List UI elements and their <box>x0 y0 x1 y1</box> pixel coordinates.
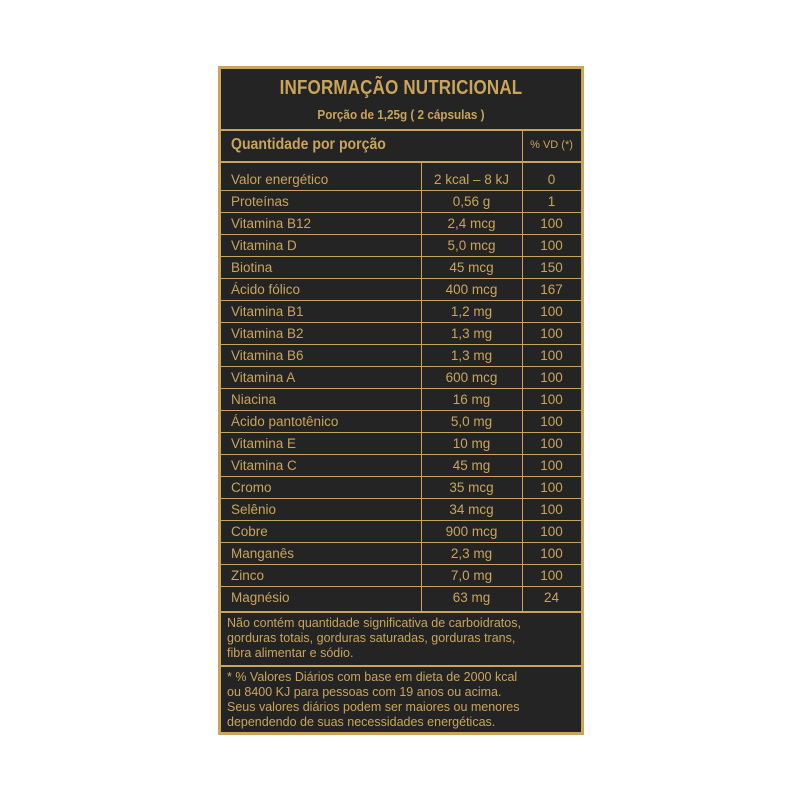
note-line: fibra alimentar e sódio. <box>227 646 354 660</box>
nutrient-row <box>221 565 581 587</box>
nutrient-vd: 100 <box>540 370 563 385</box>
serving-size: Porção de 1,25g ( 2 cápsulas ) <box>317 107 485 122</box>
divider-header <box>221 161 581 163</box>
nutrient-quantity: 600 mcg <box>445 370 498 385</box>
nutrient-vd: 100 <box>540 502 563 517</box>
nutrient-vd: 167 <box>540 282 563 297</box>
nutrient-row <box>221 477 581 499</box>
nutrient-row <box>221 411 581 433</box>
nutrient-quantity: 0,56 g <box>452 194 491 209</box>
nutrient-row <box>221 455 581 477</box>
nutrient-row <box>221 433 581 455</box>
nutrient-quantity: 2,3 mg <box>450 546 493 561</box>
nutrient-name: Ácido pantotênico <box>231 414 339 429</box>
nutrient-quantity: 1,3 mg <box>450 326 493 341</box>
note-line: Seus valores diários podem ser maiores ou menores <box>227 700 520 714</box>
nutrient-quantity: 5,0 mcg <box>447 238 496 253</box>
nutrient-quantity: 7,0 mg <box>450 568 493 583</box>
nutrient-vd: 100 <box>540 392 563 407</box>
nutrient-name: Vitamina D <box>231 238 297 253</box>
nutrient-quantity: 16 mg <box>452 392 491 407</box>
nutrient-name: Magnésio <box>231 590 290 605</box>
nutrient-row <box>221 301 581 323</box>
nutrient-quantity: 900 mcg <box>445 524 498 539</box>
nutrient-row <box>221 191 581 213</box>
nutrient-vd: 100 <box>540 348 563 363</box>
nutrient-quantity: 1,3 mg <box>450 348 493 363</box>
nutrient-quantity: 1,2 mg <box>450 304 493 319</box>
divider-notes <box>221 611 581 613</box>
nutrient-quantity: 10 mg <box>452 436 491 451</box>
nutrient-vd: 150 <box>540 260 563 275</box>
nutrient-row <box>221 323 581 345</box>
column-divider-vd <box>522 162 523 611</box>
nutrient-row <box>221 279 581 301</box>
nutrient-row <box>221 169 581 191</box>
nutrient-name: Vitamina B2 <box>231 326 304 341</box>
nutrient-name: Vitamina C <box>231 458 297 473</box>
nutrient-quantity: 63 mg <box>452 590 491 605</box>
nutrient-vd: 100 <box>540 326 563 341</box>
nutrient-vd: 100 <box>540 216 563 231</box>
nutrient-quantity: 34 mcg <box>449 502 494 517</box>
header-quantity: Quantidade por porção <box>231 136 386 153</box>
nutrient-vd: 0 <box>547 172 556 187</box>
nutrient-row <box>221 257 581 279</box>
nutrient-vd: 100 <box>540 436 563 451</box>
nutrient-name: Vitamina B12 <box>231 216 312 231</box>
nutrient-row <box>221 235 581 257</box>
note-nonsignificant <box>227 616 573 661</box>
nutrient-name: Ácido fólico <box>231 282 301 297</box>
note-line: gorduras totais, gorduras saturadas, gorduras trans, <box>227 631 516 645</box>
nutrient-quantity: 35 mcg <box>449 480 494 495</box>
note-line: * % Valores Diários com base em dieta de 2000 kcal <box>227 670 518 684</box>
note-line: ou 8400 KJ para pessoas com 19 anos ou acima. <box>227 685 502 699</box>
nutrient-vd: 100 <box>540 304 563 319</box>
nutrient-row <box>221 213 581 235</box>
header-vd: % VD (*) <box>530 139 573 151</box>
nutrient-vd: 100 <box>540 414 563 429</box>
nutrient-name: Selênio <box>231 502 277 517</box>
nutrient-vd: 1 <box>547 194 556 209</box>
nutrient-vd: 100 <box>540 458 563 473</box>
nutrient-vd: 24 <box>543 590 560 605</box>
nutrient-row <box>221 345 581 367</box>
header-divider <box>522 130 523 161</box>
nutrient-name: Vitamina B6 <box>231 348 304 363</box>
nutrient-vd: 100 <box>540 568 563 583</box>
column-divider-quantity <box>421 162 422 611</box>
nutrient-vd: 100 <box>540 238 563 253</box>
nutrient-name: Proteínas <box>231 194 289 209</box>
nutrient-quantity: 2 kcal – 8 kJ <box>433 172 510 187</box>
nutrient-vd: 100 <box>540 524 563 539</box>
nutrition-facts-label <box>218 66 584 735</box>
nutrient-quantity: 5,0 mg <box>450 414 493 429</box>
nutrient-name: Cromo <box>231 480 272 495</box>
nutrient-name: Vitamina A <box>231 370 296 385</box>
nutrient-row <box>221 499 581 521</box>
nutrient-name: Niacina <box>231 392 277 407</box>
nutrient-vd: 100 <box>540 480 563 495</box>
nutrient-row <box>221 389 581 411</box>
note-line: dependendo de suas necessidades energéticas. <box>227 715 496 729</box>
nutrient-row <box>221 367 581 389</box>
nutrient-name: Manganês <box>231 546 295 561</box>
nutrient-name: Biotina <box>231 260 273 275</box>
divider-top <box>221 129 581 131</box>
nutrient-quantity: 400 mcg <box>445 282 498 297</box>
label-title: INFORMAÇÃO NUTRICIONAL <box>279 77 523 99</box>
note-daily-values <box>227 670 573 730</box>
nutrient-name: Zinco <box>231 568 265 583</box>
nutrient-name: Vitamina E <box>231 436 297 451</box>
nutrient-name: Vitamina B1 <box>231 304 304 319</box>
nutrient-name: Cobre <box>231 524 268 539</box>
nutrient-quantity: 45 mg <box>452 458 491 473</box>
nutrient-quantity: 45 mcg <box>449 260 494 275</box>
nutrient-quantity: 2,4 mcg <box>447 216 496 231</box>
nutrient-row <box>221 587 581 609</box>
divider-footnote <box>221 665 581 667</box>
note-line: Não contém quantidade significativa de carboidratos, <box>227 616 521 630</box>
nutrient-row <box>221 521 581 543</box>
nutrient-row <box>221 543 581 565</box>
nutrient-name: Valor energético <box>231 172 329 187</box>
nutrient-vd: 100 <box>540 546 563 561</box>
